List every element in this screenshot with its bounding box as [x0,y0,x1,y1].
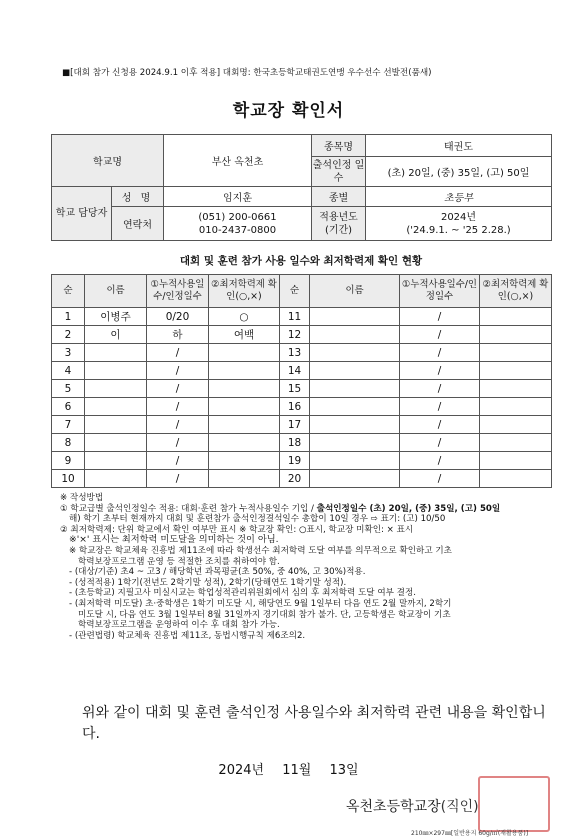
table-row [52,434,552,452]
left-no-cell: 5 [52,380,85,398]
table-row [52,308,552,326]
note-1c: 해) 학기 초부터 현재까지 대회 및 훈련참가 출석인정결석일수 총합이 10일 경우 ⇨ 표기: (고) 10/50 [69,514,446,525]
date-day: 13일 [329,763,359,778]
left-no-cell: 10 [52,470,85,488]
right-usage-cell: / [400,398,480,416]
right-name-cell [310,416,400,434]
apply-year-value [366,207,552,241]
header-name-right: 이름 [310,275,400,308]
right-name-cell [310,326,400,344]
left-no-cell: 7 [52,416,85,434]
right-check-cell [480,362,552,380]
left-check-cell [209,398,280,416]
left-no-cell: 1 [52,308,85,326]
right-usage-cell: / [400,308,480,326]
right-check-cell [480,434,552,452]
note-2: ② 최저학력제: 단위 학교에서 확인 여부만 표시 ※ 학교장 확인: ○표시, 학교장 미확인: × 표시 [60,524,414,535]
table-row [52,452,552,470]
left-check-cell [209,416,280,434]
signature-role: (직인) [440,799,479,815]
note-4b: 학력보장프로그램 운영 등 적절한 조치를 취하여야 함. [78,556,280,567]
right-usage-cell: / [400,362,480,380]
left-check-cell [209,380,280,398]
note-1a: ① 학교급별 출석인정일수 적용: 대회·훈련 참가 누적사용일수 기입 / [60,503,317,514]
note-1b: 출석인정일수 (초) 20일, (중) 35일, (고) 50일 [316,503,501,514]
left-name-cell [85,416,147,434]
right-check-cell [480,470,552,488]
paper-spec: 210㎜×297㎜[일반용지 60g/㎡(재활용품)] [411,830,529,837]
right-usage-cell: / [400,434,480,452]
right-name-cell [310,380,400,398]
contact-value [164,207,312,241]
contact-label: 연락처 [112,207,164,241]
right-usage-cell: / [400,416,480,434]
left-name-cell [85,344,147,362]
left-usage-cell: / [147,362,209,380]
left-usage-cell: 하 [147,326,209,344]
left-name-cell: 이병주 [85,308,147,326]
status-table [51,274,552,488]
left-usage-cell: / [147,470,209,488]
right-usage-cell: / [400,452,480,470]
right-name-cell [310,398,400,416]
manager-label: 학교 담당자 [52,187,112,241]
table-row [52,380,552,398]
name-value: 임지훈 [164,187,312,207]
left-usage-cell: / [147,344,209,362]
right-check-cell [480,308,552,326]
right-usage-cell: / [400,380,480,398]
attendance-value: (초) 20일, (중) 35일, (고) 50일 [366,157,552,187]
left-name-cell: 이 [85,326,147,344]
right-check-cell [480,380,552,398]
header-note: ■[대회 참가 신청용 2024.9.1 이후 적용] 대회명: 한국초등학교태권도연맹 우수선수 선발전(품새) [62,68,432,78]
event-value: 태권도 [366,135,552,157]
left-name-cell [85,380,147,398]
notes-heading: ※ 작성방법 [60,493,104,503]
right-no-cell: 14 [280,362,310,380]
left-no-cell: 9 [52,452,85,470]
right-name-cell [310,308,400,326]
left-check-cell [209,344,280,362]
signature [346,796,479,816]
left-usage-cell: / [147,416,209,434]
right-usage-cell: / [400,470,480,488]
right-no-cell: 15 [280,380,310,398]
name-label: 성 명 [112,187,164,207]
note-4: ※ 학교장은 학교체육 진흥법 제11조에 따라 학생선수 최저학력 도달 여부를 의무적으로 확인하고 기초 [69,545,452,556]
left-name-cell [85,434,147,452]
apply-year: 2024년 [440,211,477,223]
left-name-cell [85,470,147,488]
right-check-cell [480,452,552,470]
category-label: 종별 [312,187,366,207]
right-check-cell [480,398,552,416]
category-value: 초등부 [366,187,552,207]
left-check-cell [209,362,280,380]
table-row [52,344,552,362]
right-usage-cell: / [400,344,480,362]
note-5: - (대상/기준) 초4 ~ 고3 / 해당학년 과목평균(초 50%, 중 40%, 고 30%)적용. [69,567,366,578]
note-3: ※'×' 표시는 최저학력 미도달을 의미하는 것이 아님. [69,534,279,546]
left-name-cell [85,362,147,380]
right-no-cell: 17 [280,416,310,434]
note-7: - (초등학교) 지필고사 미실시교는 학업성적관리위원회에서 심의 후 최저학력 도달 여부 결정. [69,588,417,599]
header-usage: ①누적사용일수/인정일수 [147,275,209,308]
left-usage-cell: / [147,398,209,416]
apply-year-label: 적용년도 (기간) [312,207,366,241]
date-month: 11월 [282,763,312,778]
right-name-cell [310,470,400,488]
table-row [52,326,552,344]
apply-period: ('24.9.1. ~ '25 2.28.) [406,224,511,236]
header-usage-right: ①누적사용일수/인정일수 [400,275,480,308]
left-check-cell [209,470,280,488]
note-6: - (성적적용) 1학기(전년도 2학기말 성적), 2학기(당해연도 1학기말 성적). [69,577,347,588]
left-usage-cell: / [147,452,209,470]
table-row [52,470,552,488]
left-usage-cell: / [147,380,209,398]
note-9: - (관련법령) 학교체육 진흥법 제11조, 동법시행규칙 제6조의2. [69,630,306,641]
right-name-cell [310,344,400,362]
left-check-cell: 여백 [209,326,280,344]
left-check-cell [209,434,280,452]
right-name-cell [310,452,400,470]
header-minimum: ②최저학력제 확인(○,×) [209,275,280,308]
note-8c: 학력보장프로그램을 운영하여 이수 후 대회 참가 가능. [78,620,280,631]
signature-school: 옥천초등학교장 [346,799,441,815]
note-8b: 미도달 시, 다음 연도 3월 1일부터 8월 31일까지 경기대회 참가 불가. 단, 고등학생은 학교장이 기초 [78,609,451,620]
date-year: 2024년 [218,763,265,778]
school-info-table [51,134,552,241]
school-name-label: 학교명 [52,135,164,187]
left-no-cell: 8 [52,434,85,452]
right-no-cell: 18 [280,434,310,452]
right-name-cell [310,434,400,452]
header-no-right: 순 [280,275,310,308]
table-row [52,416,552,434]
header-minimum-right: ②최저학력제 확인(○,×) [480,275,552,308]
right-check-cell [480,326,552,344]
header-no: 순 [52,275,85,308]
event-label: 종목명 [312,135,366,157]
page-title: 학교장 확인서 [232,101,345,121]
official-seal-stamp [478,776,550,832]
left-no-cell: 2 [52,326,85,344]
right-check-cell [480,416,552,434]
right-no-cell: 13 [280,344,310,362]
left-name-cell [85,452,147,470]
attendance-label: 출석인정 일수 [312,157,366,187]
left-check-cell: ○ [209,308,280,326]
table-row [52,398,552,416]
right-no-cell: 20 [280,470,310,488]
right-no-cell: 16 [280,398,310,416]
left-usage-cell: 0/20 [147,308,209,326]
school-name-value: 부산 옥천초 [164,135,312,187]
left-usage-cell: / [147,434,209,452]
right-no-cell: 12 [280,326,310,344]
left-no-cell: 4 [52,362,85,380]
left-no-cell: 3 [52,344,85,362]
right-name-cell [310,362,400,380]
left-no-cell: 6 [52,398,85,416]
phone-1: (051) 200-0661 [198,211,277,223]
confirm-text: 위와 같이 대회 및 훈련 출석인정 사용일수와 최저학력 관련 내용을 확인합니다. [82,705,546,742]
status-title: 대회 및 훈련 참가 사용 일수와 최저학력제 확인 현황 [179,255,423,267]
left-name-cell [85,398,147,416]
note-8: - (최저학력 미도달) 초·중학생은 1학기 미도달 시, 해당연도 9월 1일부터 다음 연도 2월 말까지, 2학기 [69,598,452,609]
phone-2: 010-2437-0800 [198,224,277,236]
right-check-cell [480,344,552,362]
left-check-cell [209,452,280,470]
right-usage-cell: / [400,326,480,344]
table-row [52,362,552,380]
instructions [60,493,552,641]
right-no-cell: 11 [280,308,310,326]
right-no-cell: 19 [280,452,310,470]
header-name: 이름 [85,275,147,308]
